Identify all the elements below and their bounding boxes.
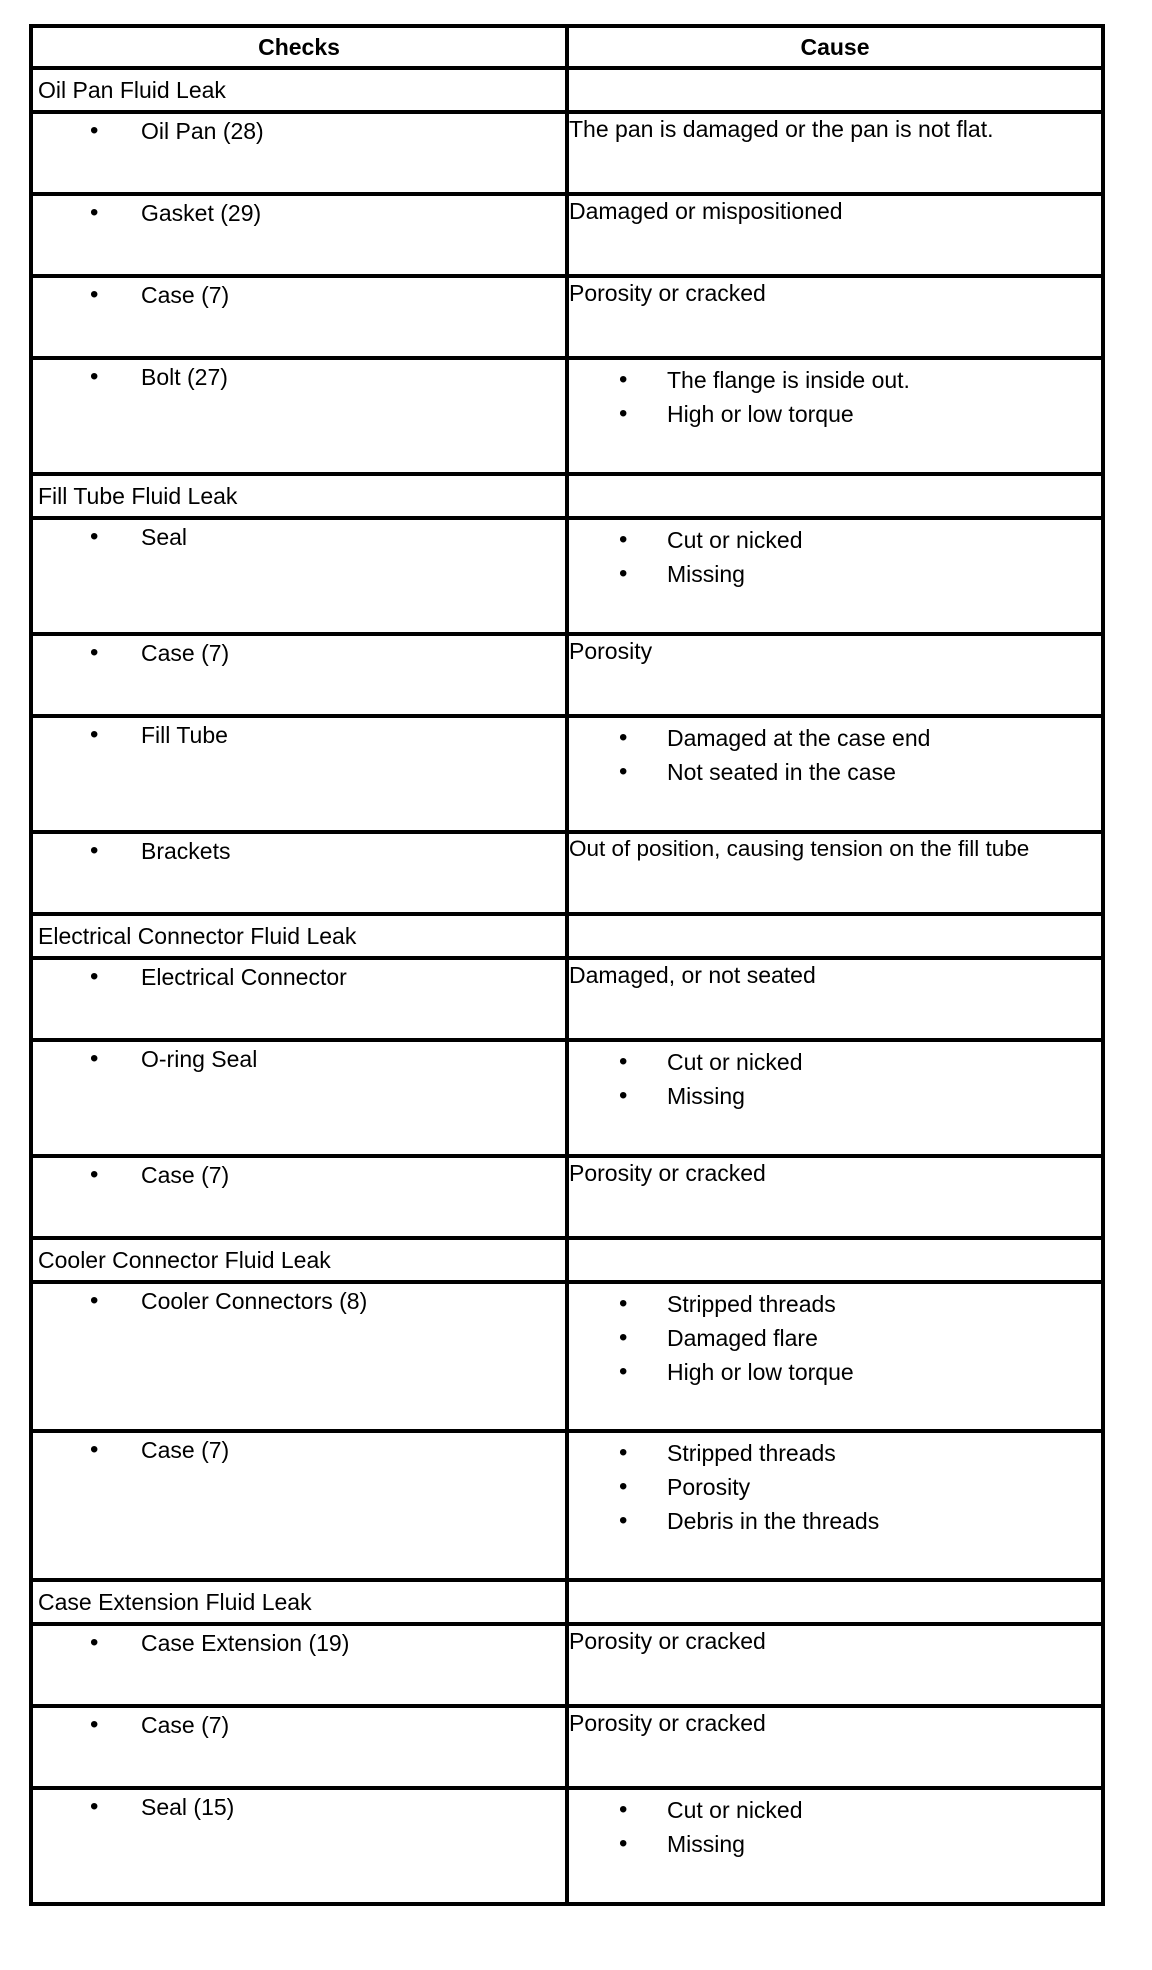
group-row xyxy=(31,1580,1103,1624)
cause-cell xyxy=(567,518,1103,634)
check-cell xyxy=(31,194,567,276)
table-row xyxy=(31,1706,1103,1788)
table-row xyxy=(31,716,1103,832)
check-cell xyxy=(31,1788,567,1904)
table-row xyxy=(31,1624,1103,1706)
group-cause-empty xyxy=(567,474,1103,518)
table-row xyxy=(31,518,1103,634)
check-cell xyxy=(31,1706,567,1788)
group-cause-empty xyxy=(567,68,1103,112)
cause-text: Damaged or mispositioned xyxy=(569,198,843,224)
check-item: • Case (7) xyxy=(33,1158,565,1192)
check-cell xyxy=(31,358,567,474)
table-row xyxy=(31,634,1103,716)
group-title: Electrical Connector Fluid Leak xyxy=(31,914,567,958)
cause-item: • High or low torque xyxy=(569,1355,1101,1389)
check-cell xyxy=(31,832,567,914)
cause-item: • Missing xyxy=(569,1827,1101,1861)
cause-item: • Stripped threads xyxy=(569,1287,1101,1321)
group-title: Fill Tube Fluid Leak xyxy=(31,474,567,518)
header-row xyxy=(31,26,1103,68)
cause-text: Porosity or cracked xyxy=(569,1628,766,1654)
group-row xyxy=(31,474,1103,518)
cause-cell xyxy=(567,112,1103,194)
cause-text: The pan is damaged or the pan is not flat. xyxy=(569,116,994,142)
group-cause-empty xyxy=(567,1580,1103,1624)
cause-cell xyxy=(567,276,1103,358)
check-item: • Cooler Connectors (8) xyxy=(33,1284,565,1318)
cause-cell xyxy=(567,958,1103,1040)
cause-cell xyxy=(567,1156,1103,1238)
cause-cell xyxy=(567,634,1103,716)
cause-cell xyxy=(567,1282,1103,1431)
cause-item: • Missing xyxy=(569,557,1101,591)
cause-text: Out of position, causing tension on the fill tube xyxy=(569,836,1030,861)
check-cell xyxy=(31,518,567,634)
cause-item: • Damaged at the case end xyxy=(569,721,1101,755)
check-item: • Brackets xyxy=(33,834,565,868)
cause-cell xyxy=(567,1624,1103,1706)
check-cell xyxy=(31,1156,567,1238)
check-item: • O-ring Seal xyxy=(33,1042,565,1076)
group-cause-empty xyxy=(567,1238,1103,1282)
check-cell xyxy=(31,112,567,194)
table-row xyxy=(31,832,1103,914)
table-row xyxy=(31,1040,1103,1156)
cause-cell xyxy=(567,1040,1103,1156)
cause-item: • Cut or nicked xyxy=(569,523,1101,557)
check-cell xyxy=(31,958,567,1040)
cause-item: • The flange is inside out. xyxy=(569,363,1101,397)
check-item: • Gasket (29) xyxy=(33,196,565,230)
group-row xyxy=(31,914,1103,958)
check-cell xyxy=(31,276,567,358)
cause-text: Damaged, or not seated xyxy=(569,962,816,988)
cause-item: • Porosity xyxy=(569,1470,1101,1504)
cause-item: • Debris in the threads xyxy=(569,1504,1101,1538)
check-item: • Bolt (27) xyxy=(33,360,565,394)
table-row xyxy=(31,1788,1103,1904)
check-cell xyxy=(31,1040,567,1156)
group-title: Case Extension Fluid Leak xyxy=(31,1580,567,1624)
cause-cell xyxy=(567,1706,1103,1788)
table-row xyxy=(31,958,1103,1040)
check-item: • Case (7) xyxy=(33,1433,565,1467)
check-item: • Seal (15) xyxy=(33,1790,565,1824)
cause-item: • High or low torque xyxy=(569,397,1101,431)
cause-cell xyxy=(567,832,1103,914)
cause-item: • Damaged flare xyxy=(569,1321,1101,1355)
cause-cell xyxy=(567,716,1103,832)
check-cell xyxy=(31,1431,567,1580)
group-title: Cooler Connector Fluid Leak xyxy=(31,1238,567,1282)
table-row xyxy=(31,1282,1103,1431)
cause-cell xyxy=(567,1788,1103,1904)
group-row xyxy=(31,1238,1103,1282)
cause-cell xyxy=(567,1431,1103,1580)
table-row xyxy=(31,112,1103,194)
check-item: • Case (7) xyxy=(33,1708,565,1742)
group-title: Oil Pan Fluid Leak xyxy=(31,68,567,112)
check-cell xyxy=(31,716,567,832)
check-item: • Fill Tube xyxy=(33,718,565,752)
cause-text: Porosity xyxy=(569,638,653,664)
cause-item: • Cut or nicked xyxy=(569,1793,1101,1827)
table-row xyxy=(31,194,1103,276)
cause-text: Porosity or cracked xyxy=(569,1160,766,1186)
table-row xyxy=(31,276,1103,358)
check-cell xyxy=(31,634,567,716)
cause-cell xyxy=(567,194,1103,276)
check-cell xyxy=(31,1624,567,1706)
cause-item: • Cut or nicked xyxy=(569,1045,1101,1079)
table-row xyxy=(31,1156,1103,1238)
table-row xyxy=(31,1431,1103,1580)
cause-text: Porosity or cracked xyxy=(569,280,766,306)
cause-header: Cause xyxy=(567,26,1103,68)
table-row xyxy=(31,358,1103,474)
cause-cell xyxy=(567,358,1103,474)
check-item: • Case (7) xyxy=(33,636,565,670)
check-item: • Electrical Connector xyxy=(33,960,565,994)
diagnosis-table xyxy=(29,24,1105,1906)
cause-item: • Missing xyxy=(569,1079,1101,1113)
cause-item: • Not seated in the case xyxy=(569,755,1101,789)
check-item: • Case (7) xyxy=(33,278,565,312)
cause-item: • Stripped threads xyxy=(569,1436,1101,1470)
check-item: • Seal xyxy=(33,520,565,554)
group-row xyxy=(31,68,1103,112)
check-item: • Case Extension (19) xyxy=(33,1626,565,1660)
check-cell xyxy=(31,1282,567,1431)
group-cause-empty xyxy=(567,914,1103,958)
check-item: • Oil Pan (28) xyxy=(33,114,565,148)
checks-header: Checks xyxy=(31,26,567,68)
cause-text: Porosity or cracked xyxy=(569,1710,766,1736)
